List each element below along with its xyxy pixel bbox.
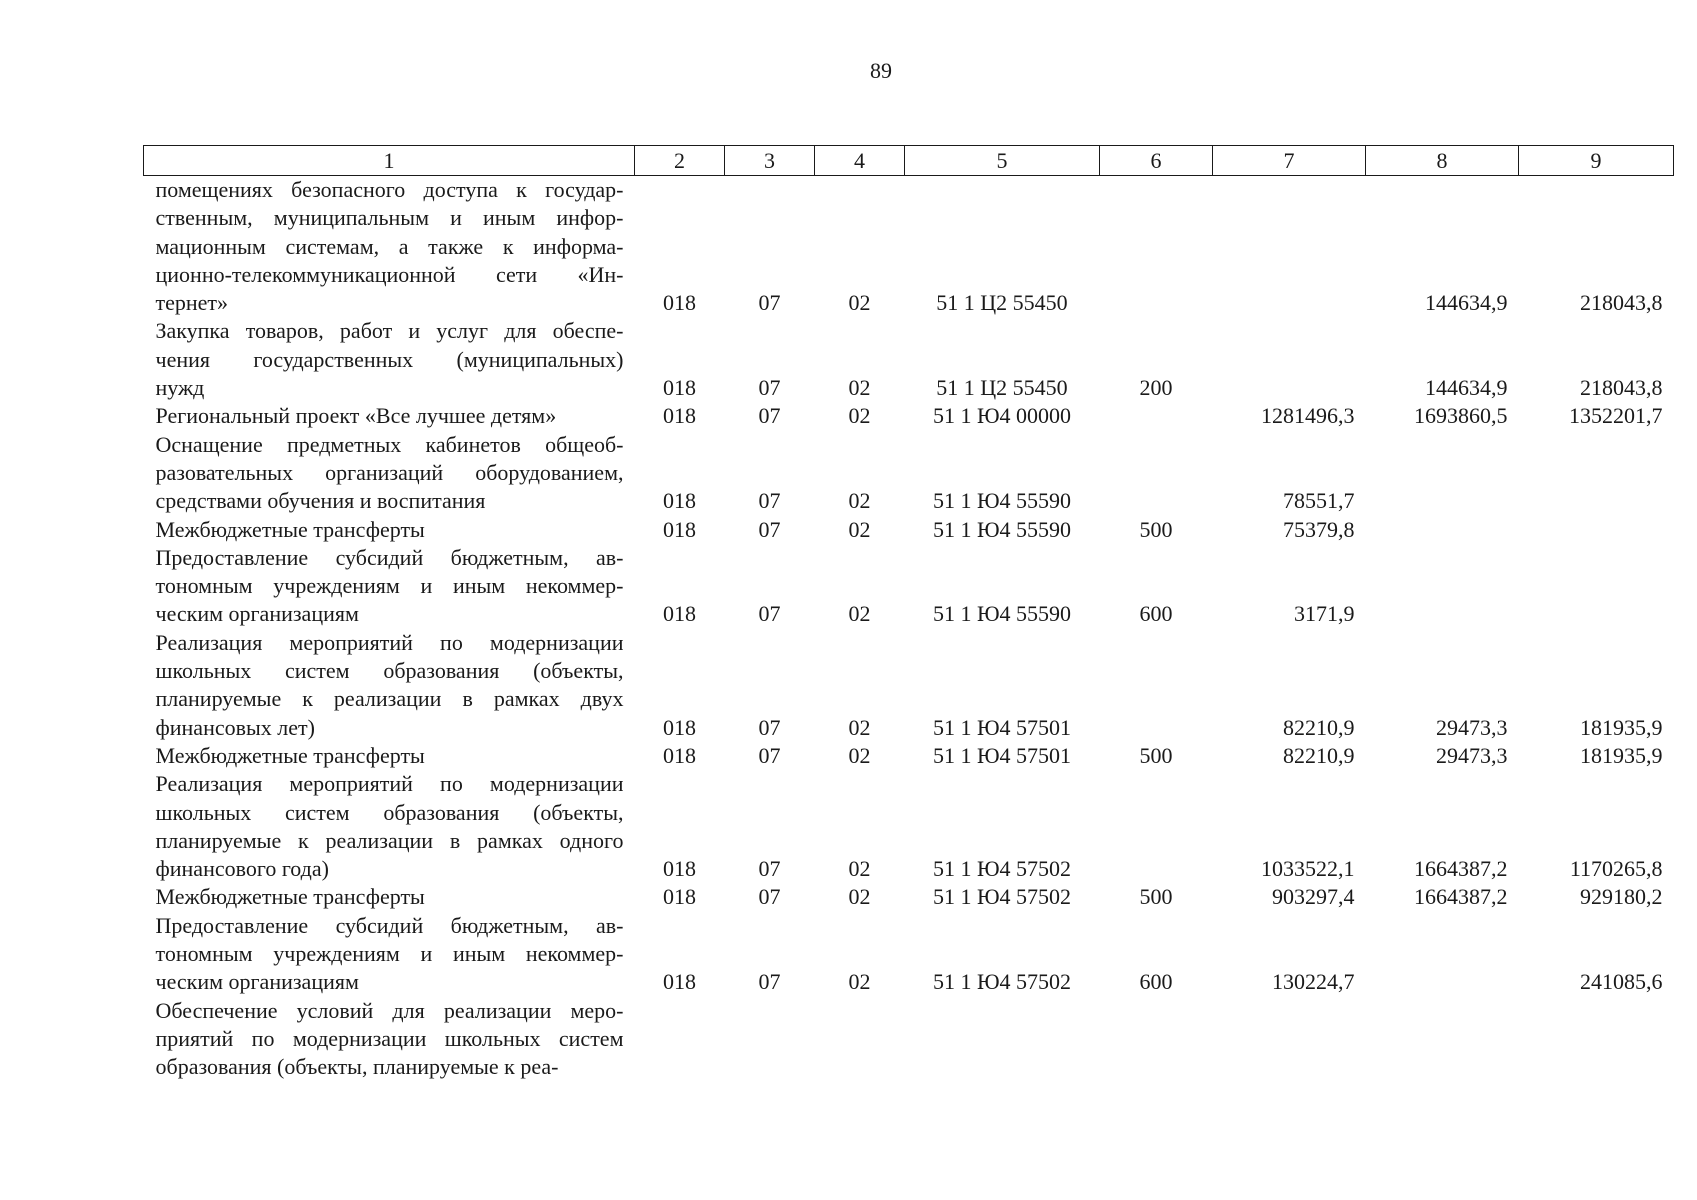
amount-col-7 bbox=[1213, 176, 1366, 318]
item-name-line: Предоставление субсидий бюджетным, ав- bbox=[155, 912, 624, 938]
subsection-code: 02 bbox=[848, 742, 871, 768]
amount-col-9 bbox=[1519, 544, 1674, 629]
item-name-line: чения государственных (муниципальных) bbox=[155, 346, 624, 372]
subsection-code: 02 bbox=[848, 488, 871, 514]
table-row bbox=[144, 431, 1674, 516]
amount-col-8 bbox=[1366, 516, 1519, 544]
item-name-line: ческим организациям bbox=[155, 969, 359, 995]
amount-col-7: 903297,4 bbox=[1272, 884, 1355, 910]
expense-type-code bbox=[1100, 176, 1213, 318]
target-article-code bbox=[905, 997, 1100, 1082]
item-name-line: Реализация мероприятий по модернизации bbox=[155, 629, 624, 655]
amount-col-9 bbox=[1519, 431, 1674, 516]
item-name-line: Межбюджетные трансферты bbox=[155, 884, 425, 910]
item-name-line: ческим организациям bbox=[155, 601, 359, 627]
target-article-code: 51 1 Ю4 57502 bbox=[932, 969, 1072, 995]
item-name-line: Межбюджетные трансферты bbox=[155, 742, 425, 768]
chapter-code: 07 bbox=[758, 714, 781, 740]
target-article-code: 51 1 Ц2 55450 bbox=[936, 375, 1068, 401]
item-name bbox=[144, 544, 635, 629]
item-name bbox=[144, 912, 635, 997]
chapter-code: 07 bbox=[758, 601, 781, 627]
item-name-line: нужд bbox=[155, 375, 205, 401]
item-name bbox=[144, 629, 635, 742]
chapter-code: 07 bbox=[758, 488, 781, 514]
item-name bbox=[144, 176, 635, 318]
chapter-code bbox=[725, 997, 815, 1082]
chapter-code: 07 bbox=[758, 516, 781, 542]
subsection-code bbox=[815, 997, 905, 1082]
amount-col-7: 130224,7 bbox=[1272, 969, 1355, 995]
item-name-line: Региональный проект «Все лучшее детям» bbox=[155, 403, 557, 429]
item-name-line: приятий по модернизации школьных систем bbox=[155, 1025, 624, 1051]
section-code: 018 bbox=[663, 884, 696, 910]
section-code: 018 bbox=[663, 290, 696, 316]
item-name-line: ционно-телекоммуникационной сети «Ин- bbox=[155, 261, 624, 287]
amount-col-8: 1693860,5 bbox=[1414, 403, 1508, 429]
target-article-code: 51 1 Ю4 57501 bbox=[932, 714, 1072, 740]
table-row bbox=[144, 402, 1674, 430]
amount-col-8: 144634,9 bbox=[1425, 375, 1508, 401]
item-name-line: финансового года) bbox=[155, 856, 329, 882]
item-name-line: разовательных организаций оборудованием, bbox=[155, 459, 624, 485]
table-row bbox=[144, 912, 1674, 997]
item-name bbox=[144, 883, 635, 911]
amount-col-7 bbox=[1213, 997, 1366, 1082]
amount-col-7: 82210,9 bbox=[1283, 742, 1355, 768]
amount-col-7: 3171,9 bbox=[1294, 601, 1355, 627]
item-name bbox=[144, 742, 635, 770]
amount-col-8: 1664387,2 bbox=[1414, 884, 1508, 910]
subsection-code: 02 bbox=[848, 516, 871, 542]
section-code: 018 bbox=[663, 375, 696, 401]
expense-type-code bbox=[1100, 431, 1213, 516]
amount-col-9: 1170265,8 bbox=[1569, 856, 1663, 882]
target-article-code: 51 1 Ю4 57501 bbox=[932, 742, 1072, 768]
table-row bbox=[144, 629, 1674, 742]
item-name-line: ственным, муниципальным и иным инфор- bbox=[155, 205, 624, 231]
item-name-line: школьных систем образования (объекты, bbox=[155, 799, 624, 825]
amount-col-8 bbox=[1366, 997, 1519, 1082]
amount-col-8 bbox=[1366, 544, 1519, 629]
item-name bbox=[144, 317, 635, 402]
table-row bbox=[144, 770, 1674, 883]
subsection-code: 02 bbox=[848, 969, 871, 995]
column-header-9: 9 bbox=[1519, 146, 1674, 176]
chapter-code: 07 bbox=[758, 403, 781, 429]
target-article-code: 51 1 Ю4 55590 bbox=[932, 601, 1072, 627]
chapter-code: 07 bbox=[758, 742, 781, 768]
expense-type-code: 500 bbox=[1139, 516, 1173, 542]
section-code: 018 bbox=[663, 516, 696, 542]
column-header-4: 4 bbox=[815, 146, 905, 176]
table-row bbox=[144, 997, 1674, 1082]
expense-type-code: 500 bbox=[1139, 884, 1173, 910]
item-name-line: Оснащение предметных кабинетов общеоб- bbox=[155, 431, 624, 457]
section-code: 018 bbox=[663, 403, 696, 429]
table-row bbox=[144, 544, 1674, 629]
amount-col-8 bbox=[1366, 431, 1519, 516]
section-code: 018 bbox=[663, 488, 696, 514]
item-name-line: средствами обучения и воспитания bbox=[155, 488, 486, 514]
subsection-code: 02 bbox=[848, 714, 871, 740]
amount-col-7: 82210,9 bbox=[1283, 714, 1355, 740]
table-row bbox=[144, 883, 1674, 911]
chapter-code: 07 bbox=[758, 375, 781, 401]
item-name-line: Закупка товаров, работ и услуг для обеспе- bbox=[155, 318, 624, 344]
section-code: 018 bbox=[663, 742, 696, 768]
item-name-line: финансовых лет) bbox=[155, 714, 315, 740]
expense-type-code bbox=[1100, 402, 1213, 430]
amount-col-9 bbox=[1519, 997, 1674, 1082]
chapter-code: 07 bbox=[758, 290, 781, 316]
expense-type-code: 200 bbox=[1139, 375, 1173, 401]
column-header-2: 2 bbox=[635, 146, 725, 176]
amount-col-8: 1664387,2 bbox=[1414, 856, 1508, 882]
item-name-line: планируемые к реализации в рамках одного bbox=[155, 827, 624, 853]
subsection-code: 02 bbox=[848, 290, 871, 316]
item-name-line: тономным учреждениям и иным некоммер- bbox=[155, 941, 624, 967]
item-name bbox=[144, 516, 635, 544]
item-name-line: мационным системам, а также к информа- bbox=[155, 233, 624, 259]
amount-col-9 bbox=[1519, 516, 1674, 544]
item-name-line: Обеспечение условий для реализации меро- bbox=[155, 997, 624, 1023]
table-row bbox=[144, 176, 1674, 318]
amount-col-9: 929180,2 bbox=[1580, 884, 1663, 910]
column-header-8: 8 bbox=[1366, 146, 1519, 176]
budget-table bbox=[143, 145, 1674, 1082]
amount-col-9: 1352201,7 bbox=[1569, 403, 1663, 429]
expense-type-code: 500 bbox=[1139, 742, 1173, 768]
column-header-6: 6 bbox=[1100, 146, 1213, 176]
item-name-line: помещениях безопасного доступа к государ- bbox=[155, 177, 624, 202]
section-code: 018 bbox=[663, 601, 696, 627]
table-row bbox=[144, 516, 1674, 544]
amount-col-9: 181935,9 bbox=[1580, 742, 1663, 768]
expense-type-code: 600 bbox=[1139, 601, 1173, 627]
expense-type-code bbox=[1100, 770, 1213, 883]
column-header-3: 3 bbox=[725, 146, 815, 176]
chapter-code: 07 bbox=[758, 969, 781, 995]
target-article-code: 51 1 Ц2 55450 bbox=[936, 290, 1068, 316]
column-header-1: 1 bbox=[144, 146, 635, 176]
column-header-5: 5 bbox=[905, 146, 1100, 176]
item-name-line: Предоставление субсидий бюджетным, ав- bbox=[155, 544, 624, 570]
amount-col-9: 241085,6 bbox=[1580, 969, 1663, 995]
amount-col-9: 218043,8 bbox=[1580, 375, 1663, 401]
amount-col-7: 78551,7 bbox=[1283, 488, 1355, 514]
amount-col-8: 29473,3 bbox=[1436, 714, 1508, 740]
target-article-code: 51 1 Ю4 55590 bbox=[932, 516, 1072, 542]
amount-col-7: 1281496,3 bbox=[1261, 403, 1355, 429]
item-name-line: тономным учреждениям и иным некоммер- bbox=[155, 573, 624, 599]
target-article-code: 51 1 Ю4 55590 bbox=[932, 488, 1072, 514]
expense-type-code bbox=[1100, 997, 1213, 1082]
section-code: 018 bbox=[663, 856, 696, 882]
expense-type-code: 600 bbox=[1139, 969, 1173, 995]
item-name-line: школьных систем образования (объекты, bbox=[155, 658, 624, 684]
amount-col-7: 1033522,1 bbox=[1261, 856, 1355, 882]
target-article-code: 51 1 Ю4 57502 bbox=[932, 884, 1072, 910]
item-name-line: Межбюджетные трансферты bbox=[155, 516, 425, 542]
section-code bbox=[635, 997, 725, 1082]
target-article-code: 51 1 Ю4 00000 bbox=[932, 403, 1072, 429]
amount-col-8: 144634,9 bbox=[1425, 290, 1508, 316]
amount-col-8: 29473,3 bbox=[1436, 742, 1508, 768]
item-name-line: образования (объекты, планируемые к реа- bbox=[155, 1054, 559, 1080]
amount-col-9: 218043,8 bbox=[1580, 290, 1663, 316]
item-name bbox=[144, 402, 635, 430]
target-article-code: 51 1 Ю4 57502 bbox=[932, 856, 1072, 882]
amount-col-7 bbox=[1213, 317, 1366, 402]
item-name bbox=[144, 997, 635, 1082]
chapter-code: 07 bbox=[758, 884, 781, 910]
subsection-code: 02 bbox=[848, 856, 871, 882]
column-header-7: 7 bbox=[1213, 146, 1366, 176]
item-name bbox=[144, 431, 635, 516]
subsection-code: 02 bbox=[848, 375, 871, 401]
item-name-line: тернет» bbox=[155, 290, 229, 316]
item-name bbox=[144, 770, 635, 883]
section-code: 018 bbox=[663, 714, 696, 740]
table-row bbox=[144, 742, 1674, 770]
table-row bbox=[144, 317, 1674, 402]
subsection-code: 02 bbox=[848, 884, 871, 910]
item-name-line: планируемые к реализации в рамках двух bbox=[155, 686, 624, 712]
table-body bbox=[144, 176, 1674, 1082]
subsection-code: 02 bbox=[848, 601, 871, 627]
amount-col-9: 181935,9 bbox=[1580, 714, 1663, 740]
section-code: 018 bbox=[663, 969, 696, 995]
expense-type-code bbox=[1100, 629, 1213, 742]
page-number: 89 bbox=[870, 58, 892, 83]
chapter-code: 07 bbox=[758, 856, 781, 882]
amount-col-8 bbox=[1366, 912, 1519, 997]
amount-col-7: 75379,8 bbox=[1283, 516, 1355, 542]
table-header-row bbox=[144, 146, 1674, 176]
item-name-line: Реализация мероприятий по модернизации bbox=[155, 771, 624, 797]
subsection-code: 02 bbox=[848, 403, 871, 429]
